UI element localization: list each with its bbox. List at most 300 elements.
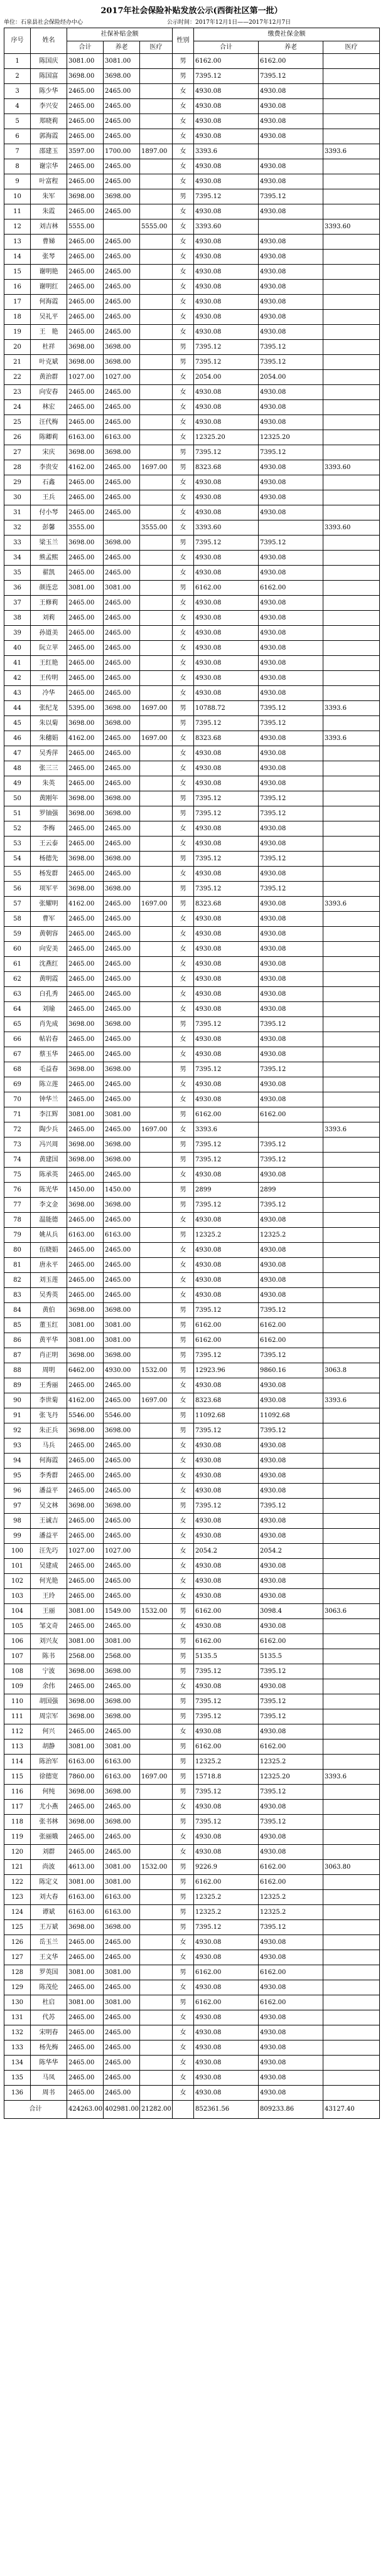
- cell-fund-medical: [323, 2086, 380, 2101]
- cell-fund-pension: 12325.2: [259, 1905, 323, 1920]
- cell-fund-total: 4930.08: [194, 566, 259, 581]
- cell-name: 张纪龙: [31, 701, 67, 716]
- cell-fund-medical: [323, 1017, 380, 1032]
- cell-subsidy-medical: [140, 400, 173, 415]
- cell-subsidy-pension: 2465.00: [104, 656, 140, 671]
- cell-subsidy-medical: 3555.00: [140, 520, 173, 536]
- cell-no: 117: [4, 1800, 31, 1815]
- cell-fund-medical: [323, 1830, 380, 1845]
- cell-subsidy-medical: 1697.00: [140, 460, 173, 475]
- cell-no: 105: [4, 1619, 31, 1634]
- cell-subsidy-pension: 3081.00: [104, 1860, 140, 1875]
- cell-subsidy-total: 2465.00: [67, 1845, 104, 1860]
- table-row: [4, 1800, 380, 1815]
- cell-gender: 男: [173, 1363, 194, 1378]
- table-row: [4, 1062, 380, 1077]
- cell-fund-total: 4930.08: [194, 611, 259, 626]
- cell-gender: 男: [173, 716, 194, 731]
- cell-fund-medical: 3393.6: [323, 897, 380, 912]
- cell-gender: 男: [173, 1770, 194, 1785]
- cell-subsidy-total: 2465.00: [67, 1800, 104, 1815]
- cell-name: 王诚吉: [31, 1514, 67, 1529]
- cell-subsidy-total: 2465.00: [67, 1002, 104, 1017]
- cell-subsidy-pension: 2465.00: [104, 310, 140, 325]
- cell-gender: 女: [173, 84, 194, 99]
- cell-gender: 女: [173, 490, 194, 505]
- cell-fund-total: 7395.12: [194, 1815, 259, 1830]
- cell-fund-pension: 4930.08: [259, 1077, 323, 1092]
- cell-fund-total: 7395.12: [194, 340, 259, 355]
- cell-subsidy-pension: 3081.00: [104, 1318, 140, 1333]
- cell-fund-pension: 4930.08: [259, 1514, 323, 1529]
- cell-gender: 女: [173, 1950, 194, 1965]
- cell-name: 彭馨: [31, 520, 67, 536]
- cell-subsidy-medical: [140, 837, 173, 852]
- cell-fund-medical: [323, 1454, 380, 1469]
- table-row: [4, 1122, 380, 1138]
- cell-no: 31: [4, 505, 31, 520]
- cell-name: 宋明春: [31, 2025, 67, 2040]
- cell-name: 毛益春: [31, 1062, 67, 1077]
- cell-fund-pension: 4930.08: [259, 551, 323, 566]
- cell-gender: 男: [173, 69, 194, 84]
- cell-gender: 女: [173, 250, 194, 265]
- cell-subsidy-pension: 2465.00: [104, 821, 140, 837]
- cell-subsidy-total: 3698.00: [67, 355, 104, 370]
- cell-gender: 女: [173, 1168, 194, 1183]
- cell-subsidy-total: 2465.00: [67, 295, 104, 310]
- cell-no: 9: [4, 174, 31, 189]
- cell-subsidy-pension: 2465.00: [104, 746, 140, 761]
- cell-gender: 女: [173, 1454, 194, 1469]
- cell-subsidy-total: 6163.00: [67, 430, 104, 445]
- cell-fund-pension: [259, 1122, 323, 1138]
- cell-fund-pension: 6162.00: [259, 1995, 323, 2010]
- cell-subsidy-medical: [140, 1288, 173, 1303]
- cell-gender: 男: [173, 1499, 194, 1514]
- cell-name: 张丽娥: [31, 1830, 67, 1845]
- cell-subsidy-total: 3081.00: [67, 54, 104, 69]
- totals-cell: 21282.00: [140, 2101, 173, 2119]
- cell-fund-total: 4930.08: [194, 1002, 259, 1017]
- cell-no: 90: [4, 1393, 31, 1408]
- cell-no: 13: [4, 235, 31, 250]
- cell-fund-total: 12325.2: [194, 1755, 259, 1770]
- cell-fund-medical: [323, 1228, 380, 1243]
- totals-cell: 402981.00: [104, 2101, 140, 2119]
- cell-subsidy-total: 3597.00: [67, 144, 104, 159]
- cell-fund-medical: [323, 1574, 380, 1589]
- cell-subsidy-total: 3698.00: [67, 1062, 104, 1077]
- cell-fund-medical: [323, 806, 380, 821]
- cell-fund-pension: 7395.12: [259, 445, 323, 460]
- cell-subsidy-medical: [140, 1634, 173, 1649]
- cell-fund-total: 4930.08: [194, 1378, 259, 1393]
- cell-name: 何海霞: [31, 295, 67, 310]
- cell-fund-total: 12325.20: [194, 430, 259, 445]
- cell-name: 唐永平: [31, 1258, 67, 1273]
- cell-subsidy-pension: 6163.00: [104, 430, 140, 445]
- cell-subsidy-pension: 3698.00: [104, 536, 140, 551]
- cell-subsidy-pension: 2465.00: [104, 385, 140, 400]
- cell-fund-pension: 4930.08: [259, 837, 323, 852]
- cell-subsidy-total: 3698.00: [67, 1664, 104, 1679]
- cell-fund-total: 4930.08: [194, 2040, 259, 2056]
- cell-fund-total: 7395.12: [194, 1664, 259, 1679]
- cell-name: 邵建玉: [31, 144, 67, 159]
- cell-fund-medical: [323, 987, 380, 1002]
- header-gender: 性别: [173, 28, 194, 54]
- cell-subsidy-pension: 2465.00: [104, 1378, 140, 1393]
- cell-subsidy-medical: [140, 1529, 173, 1544]
- cell-subsidy-total: 2465.00: [67, 1529, 104, 1544]
- cell-no: 29: [4, 475, 31, 490]
- cell-fund-medical: 3393.6: [323, 1393, 380, 1408]
- cell-subsidy-pension: [104, 219, 140, 235]
- cell-fund-total: 2054.2: [194, 1544, 259, 1559]
- cell-gender: 女: [173, 114, 194, 129]
- cell-fund-total: 7395.12: [194, 882, 259, 897]
- cell-fund-pension: 4930.08: [259, 265, 323, 280]
- table-row: [4, 806, 380, 821]
- cell-name: 陈国富: [31, 69, 67, 84]
- table-row: [4, 310, 380, 325]
- table-row: [4, 1739, 380, 1755]
- cell-fund-pension: 4930.08: [259, 1935, 323, 1950]
- cell-fund-total: 7395.12: [194, 1499, 259, 1514]
- cell-subsidy-pension: 2465.00: [104, 204, 140, 219]
- cell-subsidy-medical: 1697.00: [140, 1122, 173, 1138]
- cell-fund-medical: [323, 1138, 380, 1153]
- cell-gender: 女: [173, 551, 194, 566]
- cell-no: 81: [4, 1258, 31, 1273]
- cell-fund-total: 4930.08: [194, 114, 259, 129]
- cell-fund-total: 4930.08: [194, 837, 259, 852]
- cell-fund-total: 7395.12: [194, 1920, 259, 1935]
- cell-subsidy-medical: [140, 2025, 173, 2040]
- cell-fund-pension: 4930.08: [259, 460, 323, 475]
- cell-fund-total: 4930.08: [194, 385, 259, 400]
- cell-no: 37: [4, 596, 31, 611]
- table-row: [4, 1514, 380, 1529]
- cell-fund-medical: [323, 490, 380, 505]
- cell-gender: 女: [173, 174, 194, 189]
- cell-gender: 女: [173, 2056, 194, 2071]
- cell-no: 53: [4, 837, 31, 852]
- cell-fund-total: 6162.00: [194, 1739, 259, 1755]
- cell-subsidy-pension: 2465.00: [104, 2025, 140, 2040]
- cell-fund-medical: [323, 671, 380, 686]
- cell-fund-medical: [323, 1875, 380, 1890]
- table-row: [4, 144, 380, 159]
- cell-fund-medical: [323, 852, 380, 867]
- cell-fund-total: 4930.08: [194, 1047, 259, 1062]
- cell-no: 26: [4, 430, 31, 445]
- cell-name: 周宗军: [31, 1709, 67, 1724]
- header-fund-total: 合计: [194, 41, 259, 54]
- cell-fund-pension: 4930.08: [259, 475, 323, 490]
- table-row: [4, 1935, 380, 1950]
- cell-fund-total: 7395.12: [194, 445, 259, 460]
- cell-fund-total: 4930.08: [194, 641, 259, 656]
- table-row: [4, 1168, 380, 1183]
- cell-name: 岳玉兰: [31, 1935, 67, 1950]
- cell-fund-total: 8323.68: [194, 1393, 259, 1408]
- cell-name: 黄伯: [31, 1303, 67, 1318]
- cell-subsidy-pension: 2465.00: [104, 490, 140, 505]
- cell-name: 张琴: [31, 250, 67, 265]
- cell-subsidy-total: 2465.00: [67, 912, 104, 927]
- cell-fund-total: 4930.08: [194, 1619, 259, 1634]
- cell-fund-pension: 4930.08: [259, 1574, 323, 1589]
- cell-gender: 女: [173, 1092, 194, 1107]
- cell-gender: 女: [173, 731, 194, 746]
- cell-subsidy-total: 2465.00: [67, 987, 104, 1002]
- table-row: [4, 475, 380, 490]
- cell-no: 50: [4, 791, 31, 806]
- cell-subsidy-pension: 2465.00: [104, 972, 140, 987]
- cell-gender: 男: [173, 54, 194, 69]
- cell-name: 吴秀萍: [31, 746, 67, 761]
- table-row: [4, 1017, 380, 1032]
- table-row: [4, 235, 380, 250]
- cell-subsidy-medical: [140, 1544, 173, 1559]
- totals-cell: 43127.40: [323, 2101, 380, 2119]
- cell-subsidy-pension: 2465.00: [104, 776, 140, 791]
- cell-subsidy-medical: [140, 1920, 173, 1935]
- cell-fund-total: 4930.08: [194, 671, 259, 686]
- cell-subsidy-medical: [140, 581, 173, 596]
- cell-fund-total: 11092.68: [194, 1408, 259, 1423]
- cell-gender: 女: [173, 400, 194, 415]
- cell-subsidy-medical: [140, 716, 173, 731]
- cell-gender: 女: [173, 2071, 194, 2086]
- cell-no: 135: [4, 2071, 31, 2086]
- cell-fund-medical: [323, 1514, 380, 1529]
- cell-gender: 男: [173, 1303, 194, 1318]
- cell-subsidy-total: 2465.00: [67, 596, 104, 611]
- cell-fund-medical: [323, 641, 380, 656]
- cell-fund-total: 4930.08: [194, 2071, 259, 2086]
- cell-fund-total: 4930.08: [194, 490, 259, 505]
- cell-fund-total: 12923.96: [194, 1363, 259, 1378]
- cell-subsidy-pension: 2465.00: [104, 1679, 140, 1694]
- cell-subsidy-medical: [140, 551, 173, 566]
- cell-subsidy-medical: [140, 1950, 173, 1965]
- cell-fund-pension: 6162.00: [259, 1965, 323, 1980]
- cell-fund-pension: 4930.08: [259, 235, 323, 250]
- cell-subsidy-medical: [140, 1935, 173, 1950]
- cell-subsidy-pension: 1549.00: [104, 1604, 140, 1619]
- cell-no: 8: [4, 159, 31, 174]
- cell-subsidy-pension: 3698.00: [104, 445, 140, 460]
- cell-fund-pension: 7395.12: [259, 852, 323, 867]
- table-row: [4, 1213, 380, 1228]
- table-row: [4, 189, 380, 204]
- cell-no: 124: [4, 1905, 31, 1920]
- cell-name: 颜连忠: [31, 581, 67, 596]
- cell-subsidy-pension: 2465.00: [104, 611, 140, 626]
- cell-gender: 女: [173, 746, 194, 761]
- table-row: [4, 174, 380, 189]
- cell-subsidy-medical: 1532.00: [140, 1604, 173, 1619]
- cell-subsidy-total: 2465.00: [67, 265, 104, 280]
- cell-subsidy-total: 3698.00: [67, 806, 104, 821]
- cell-fund-pension: 4930.08: [259, 1438, 323, 1454]
- cell-no: 72: [4, 1122, 31, 1138]
- cell-no: 10: [4, 189, 31, 204]
- cell-subsidy-total: 2465.00: [67, 2056, 104, 2071]
- cell-fund-pension: 5135.5: [259, 1649, 323, 1664]
- cell-fund-total: 4930.08: [194, 235, 259, 250]
- cell-gender: 女: [173, 1243, 194, 1258]
- cell-no: 36: [4, 581, 31, 596]
- cell-gender: 女: [173, 942, 194, 957]
- cell-gender: 女: [173, 235, 194, 250]
- cell-subsidy-medical: [140, 490, 173, 505]
- cell-gender: 女: [173, 1213, 194, 1228]
- cell-subsidy-total: 2465.00: [67, 611, 104, 626]
- cell-subsidy-pension: [104, 520, 140, 536]
- table-row: [4, 927, 380, 942]
- cell-name: 付小琴: [31, 505, 67, 520]
- cell-fund-pension: 4930.08: [259, 897, 323, 912]
- cell-subsidy-total: 3081.00: [67, 1739, 104, 1755]
- cell-subsidy-pension: 3698.00: [104, 1017, 140, 1032]
- header-fund-medical: 医疗: [323, 41, 380, 54]
- cell-fund-pension: 4930.08: [259, 746, 323, 761]
- cell-subsidy-medical: [140, 280, 173, 295]
- cell-subsidy-medical: [140, 370, 173, 385]
- cell-fund-total: 7395.12: [194, 1062, 259, 1077]
- cell-fund-total: 4930.08: [194, 927, 259, 942]
- cell-subsidy-medical: [140, 852, 173, 867]
- cell-gender: 男: [173, 1649, 194, 1664]
- cell-gender: 男: [173, 1875, 194, 1890]
- cell-subsidy-total: 2465.00: [67, 114, 104, 129]
- cell-no: 62: [4, 972, 31, 987]
- table-row: [4, 1484, 380, 1499]
- table-row: [4, 84, 380, 99]
- table-header: [4, 28, 380, 54]
- cell-name: 冯兴周: [31, 1138, 67, 1153]
- cell-fund-medical: [323, 716, 380, 731]
- cell-gender: 男: [173, 852, 194, 867]
- cell-no: 30: [4, 490, 31, 505]
- cell-fund-total: 4930.08: [194, 325, 259, 340]
- cell-subsidy-pension: 2465.00: [104, 942, 140, 957]
- cell-fund-total: 4930.08: [194, 867, 259, 882]
- cell-fund-total: 7395.12: [194, 1198, 259, 1213]
- table-row: [4, 551, 380, 566]
- cell-subsidy-medical: [140, 1785, 173, 1800]
- cell-subsidy-pension: 3698.00: [104, 806, 140, 821]
- cell-subsidy-pension: 2465.00: [104, 2056, 140, 2071]
- cell-no: 100: [4, 1544, 31, 1559]
- cell-fund-total: 4930.08: [194, 400, 259, 415]
- cell-fund-medical: 3393.6: [323, 731, 380, 746]
- cell-subsidy-medical: [140, 325, 173, 340]
- cell-subsidy-pension: 2465.00: [104, 1484, 140, 1499]
- cell-fund-medical: [323, 656, 380, 671]
- cell-gender: 女: [173, 1393, 194, 1408]
- cell-subsidy-medical: [140, 1348, 173, 1363]
- cell-gender: 男: [173, 1333, 194, 1348]
- cell-fund-medical: [323, 2010, 380, 2025]
- cell-subsidy-medical: [140, 656, 173, 671]
- cell-fund-medical: 3063.6: [323, 1604, 380, 1619]
- cell-name: 谭斌: [31, 1905, 67, 1920]
- table-row: [4, 626, 380, 641]
- table-row: [4, 2025, 380, 2040]
- cell-fund-total: 4930.08: [194, 596, 259, 611]
- cell-gender: 女: [173, 1619, 194, 1634]
- table-row: [4, 852, 380, 867]
- cell-name: 李世菊: [31, 1393, 67, 1408]
- table-row: [4, 1228, 380, 1243]
- cell-subsidy-pension: 3698.00: [104, 1709, 140, 1724]
- cell-subsidy-total: 2465.00: [67, 957, 104, 972]
- cell-subsidy-pension: 1700.00: [104, 144, 140, 159]
- table-row: [4, 99, 380, 114]
- cell-subsidy-pension: 2465.00: [104, 1454, 140, 1469]
- table-row: [4, 1920, 380, 1935]
- cell-subsidy-medical: [140, 1649, 173, 1664]
- cell-fund-pension: 7395.12: [259, 1348, 323, 1363]
- cell-subsidy-pension: 2465.00: [104, 1092, 140, 1107]
- cell-gender: 女: [173, 927, 194, 942]
- cell-fund-medical: [323, 1845, 380, 1860]
- cell-subsidy-total: 2465.00: [67, 385, 104, 400]
- cell-gender: 女: [173, 1980, 194, 1995]
- cell-name: 项军平: [31, 882, 67, 897]
- cell-subsidy-pension: 3698.00: [104, 1198, 140, 1213]
- cell-name: 石鑫: [31, 475, 67, 490]
- cell-fund-pension: 4930.08: [259, 1002, 323, 1017]
- cell-fund-pension: 4930.08: [259, 611, 323, 626]
- cell-name: 李兴安: [31, 99, 67, 114]
- cell-subsidy-pension: 2465.00: [104, 475, 140, 490]
- cell-gender: 男: [173, 581, 194, 596]
- cell-fund-pension: 4930.08: [259, 1454, 323, 1469]
- cell-no: 59: [4, 927, 31, 942]
- cell-no: 49: [4, 776, 31, 791]
- cell-subsidy-medical: [140, 806, 173, 821]
- cell-name: 陶少兵: [31, 1122, 67, 1138]
- cell-fund-pension: 4930.08: [259, 204, 323, 219]
- cell-fund-pension: 4930.08: [259, 761, 323, 776]
- cell-gender: 男: [173, 1709, 194, 1724]
- cell-subsidy-medical: [140, 505, 173, 520]
- cell-name: 陈书: [31, 1649, 67, 1664]
- cell-subsidy-medical: [140, 1153, 173, 1168]
- cell-fund-total: 4930.08: [194, 761, 259, 776]
- cell-subsidy-medical: [140, 1092, 173, 1107]
- cell-subsidy-pension: 2465.00: [104, 927, 140, 942]
- table-row: [4, 370, 380, 385]
- cell-name: 罗铀强: [31, 806, 67, 821]
- cell-fund-pension: 4930.08: [259, 114, 323, 129]
- cell-name: 陈定义: [31, 1875, 67, 1890]
- cell-no: 47: [4, 746, 31, 761]
- cell-no: 96: [4, 1484, 31, 1499]
- cell-name: 尤小燕: [31, 1800, 67, 1815]
- cell-subsidy-total: 2465.00: [67, 2071, 104, 2086]
- cell-no: 14: [4, 250, 31, 265]
- cell-no: 32: [4, 520, 31, 536]
- cell-gender: 男: [173, 1423, 194, 1438]
- cell-no: 129: [4, 1980, 31, 1995]
